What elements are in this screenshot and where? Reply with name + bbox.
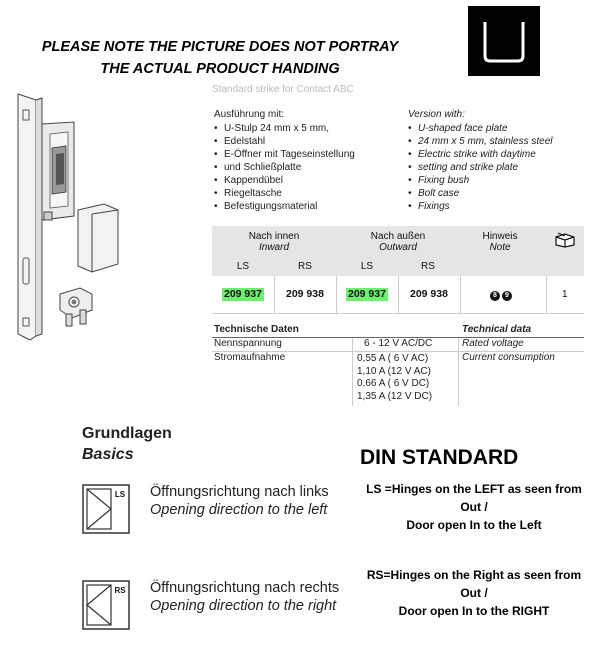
feature-de-item: • Kappendübel (214, 174, 355, 187)
din-standard-title: DIN STANDARD (360, 446, 519, 469)
door-opening-right-icon (82, 580, 130, 630)
inward-header: Nach innen Inward (248, 231, 300, 253)
features-german (214, 108, 355, 213)
cut-off-heading: Standard strike for Contact ABC (212, 84, 354, 95)
note-marker-2: 9 (502, 291, 512, 301)
outward-ls-number: 209 937 (348, 288, 386, 300)
din-rs-explanation: RS=Hinges on the Right as seen from Out / Door open In to the RIGHT (366, 568, 582, 618)
feature-en-item: • setting and strike plate (408, 161, 552, 174)
feature-en-item: • Electric strike with daytime (408, 148, 552, 161)
notice-line-2: THE ACTUAL PRODUCT HANDING (100, 61, 340, 77)
tech-current-row: Stromaufnahme 0,55 A ( 6 V AC) 1,10 A (12 V AC) 0,66 A ( 6 V DC) 1,35 A (12 V DC) Current consumption (212, 352, 584, 406)
notice-line-1: PLEASE NOTE THE PICTURE DOES NOT PORTRAY (41, 39, 399, 55)
outward-header: Nach außen Outward (370, 231, 426, 253)
opening-right-label-de: Öffnungsrichtung nach rechts (150, 580, 340, 596)
din-ls-explanation: LS =Hinges on the LEFT as seen from Out / Door open In to the Left (366, 482, 582, 532)
feature-de-item: • E-Öffner mit Tageseinstellung (214, 148, 355, 161)
feature-en-item: • Bolt case (408, 187, 552, 200)
handing-notice (20, 36, 420, 80)
outward-ls-label: LS (360, 261, 374, 272)
features-en-title: Version with: (408, 109, 465, 120)
features-english (408, 108, 552, 213)
inward-rs-label: RS (298, 261, 312, 272)
ls-badge: LS (114, 490, 126, 499)
technical-data-table (212, 324, 584, 406)
brand-logo (468, 6, 540, 76)
tech-header-row: Technische Daten Technical data (212, 324, 584, 338)
outward-rs-number: 209 938 (410, 288, 448, 300)
feature-en-item: • Fixing bush (408, 174, 552, 187)
feature-en-item: • 24 mm x 5 mm, stainless steel (408, 135, 552, 148)
feature-de-item: • Edelstahl (214, 135, 355, 148)
basics-title-de: Grundlagen (82, 425, 172, 442)
feature-de-item: • Befestigungsmaterial (214, 200, 355, 213)
order-table-header (212, 226, 584, 276)
note-header: Hinweis Note (482, 231, 518, 253)
feature-en-item: • U-shaped face plate (408, 122, 552, 135)
rs-badge: RS (114, 586, 126, 595)
feature-de-item: • Riegeltasche (214, 187, 355, 200)
inward-ls-number: 209 937 (224, 288, 262, 300)
feature-de-item: • und Schließplatte (214, 161, 355, 174)
opening-right-label-en: Opening direction to the right (150, 598, 337, 614)
package-box-icon (554, 232, 576, 248)
electric-strike-product-drawing (8, 88, 203, 350)
opening-left-label-en: Opening direction to the left (150, 502, 328, 518)
u-shape-logo-icon (468, 6, 540, 76)
feature-de-item: • U-Stulp 24 mm x 5 mm, (214, 122, 355, 135)
note-markers (490, 289, 514, 301)
features-de-title: Ausführung mit: (214, 109, 285, 120)
note-marker-1: 8 (490, 291, 500, 301)
order-table-row (212, 276, 584, 314)
inward-rs-number: 209 938 (286, 288, 324, 300)
outward-rs-label: RS (421, 261, 435, 272)
tech-voltage-row: Nennspannung 6 - 12 V AC/DC Rated voltage (212, 338, 584, 352)
inward-ls-label: LS (236, 261, 250, 272)
feature-en-item: • Fixings (408, 200, 552, 213)
opening-left-label-de: Öffnungsrichtung nach links (150, 484, 329, 500)
quantity-value: 1 (562, 289, 568, 300)
door-opening-left-icon (82, 484, 130, 534)
order-number-table (212, 226, 584, 314)
basics-title-en: Basics (82, 446, 134, 463)
